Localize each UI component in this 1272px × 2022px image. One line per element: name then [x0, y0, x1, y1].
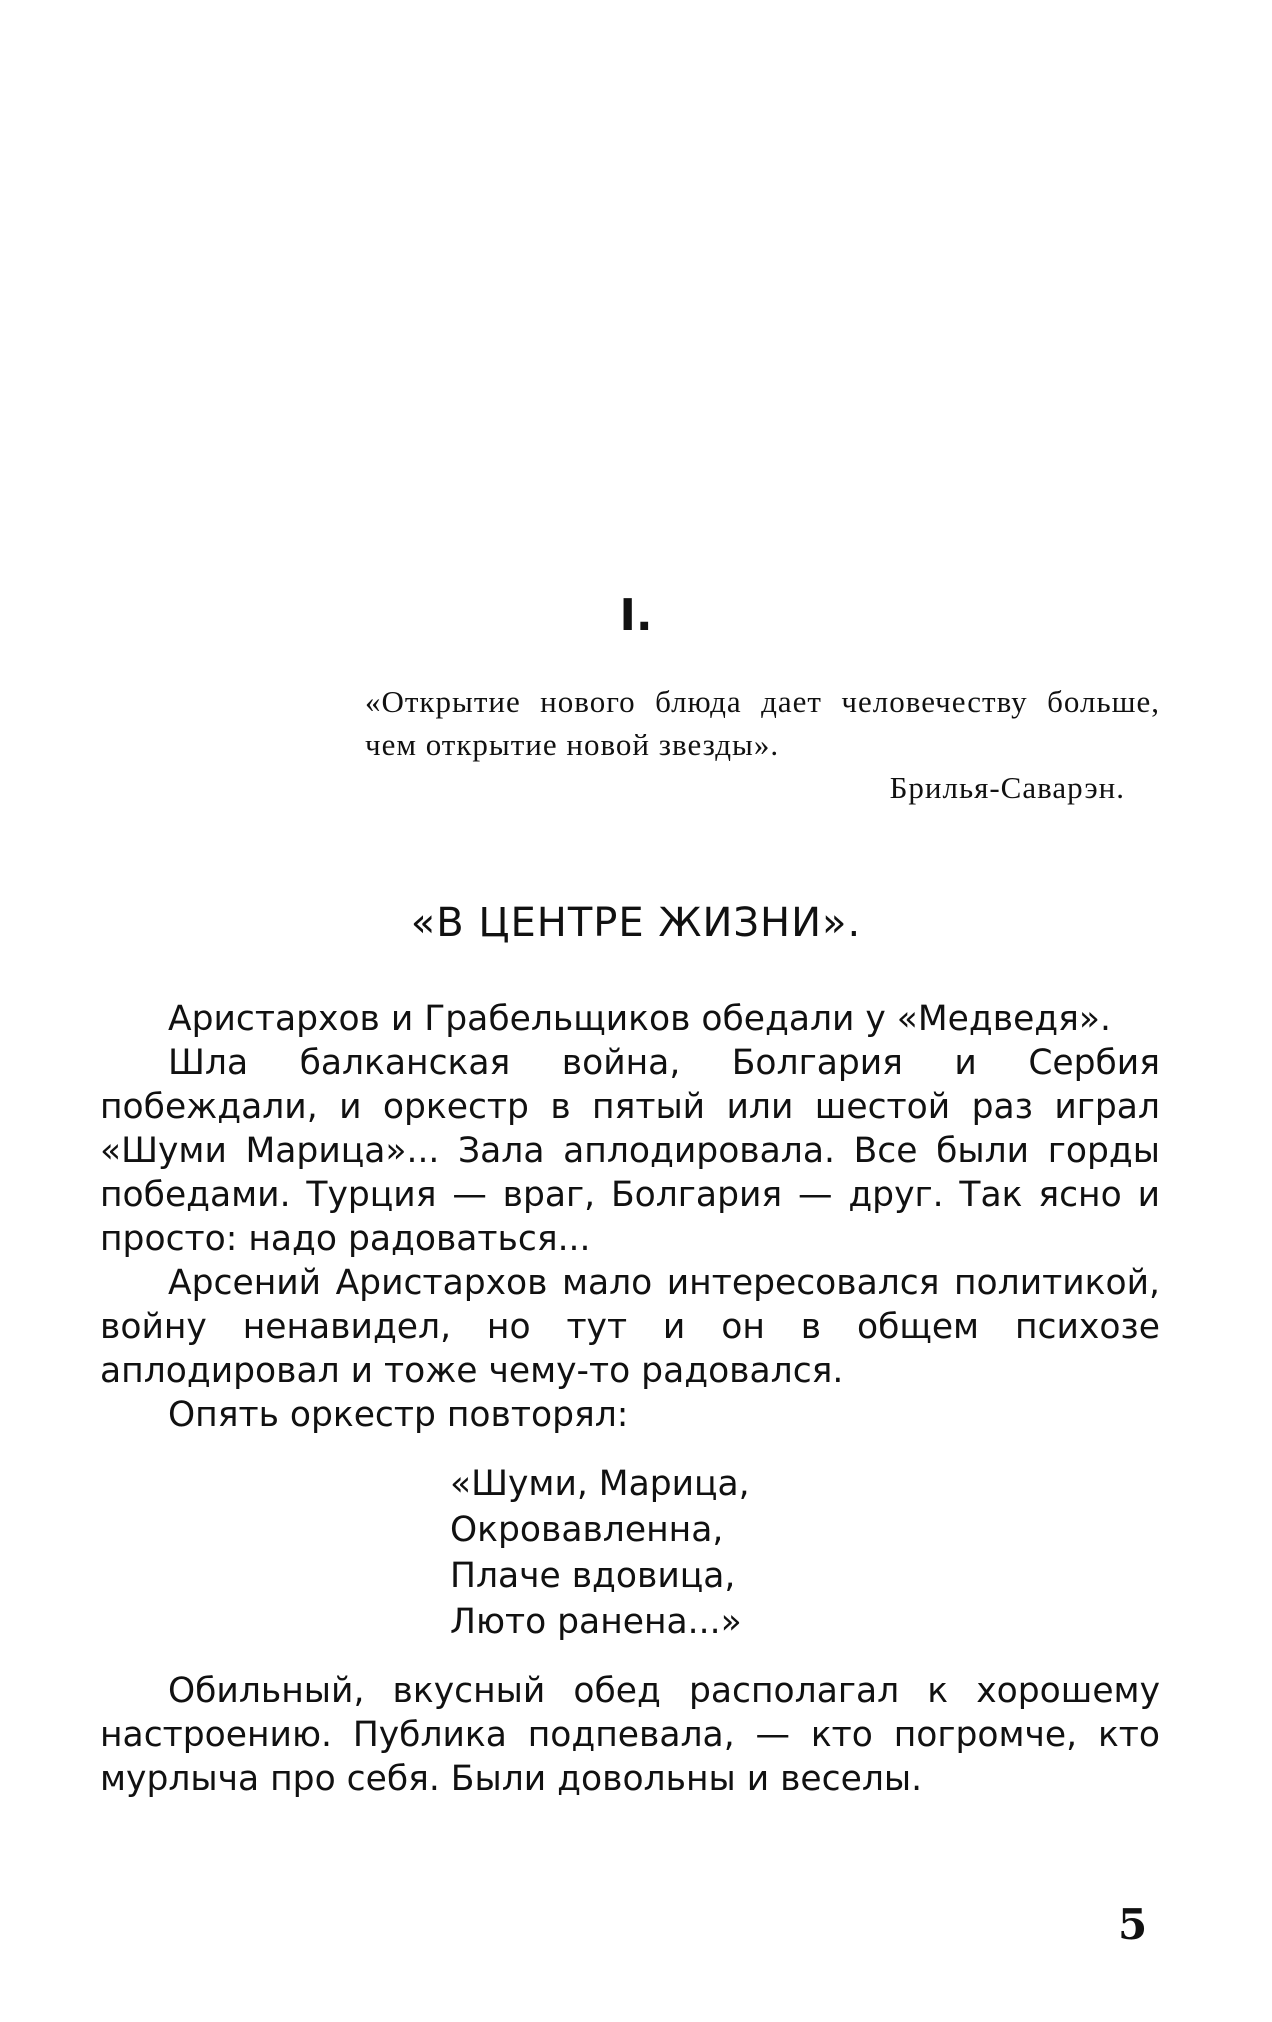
- paragraph: Опять оркестр повторял:: [168, 1395, 629, 1435]
- epigraph-author: Брилья-Саварэн.: [889, 770, 1125, 805]
- verse-line: Люто ранена...»: [450, 1602, 742, 1642]
- verse-line: «Шуми, Марица,: [450, 1464, 750, 1504]
- epigraph-quote: «Открытие нового блюда дает человечеству больше, чем открытие новой звезды».: [365, 684, 1160, 762]
- section-title: «В ЦЕНТРЕ ЖИЗНИ».: [410, 900, 862, 946]
- paragraph: Обильный, вкусный обед располагал к хорошему настроению. Публика подпевала, — кто погромче, кто мурлыча про себя. Были довольны и веселы.: [100, 1671, 1160, 1799]
- paragraph: Шла балканская война, Болгария и Сербия побеждали, и оркестр в пятый или шестой раз играл «Шуми Марица»... Зала аплодировала. Все были горды победами. Турция — враг, Болгария — друг. Так ясно и просто: надо радоваться...: [100, 1043, 1160, 1259]
- epigraph: [365, 680, 1160, 809]
- verse-line: Плаче вдовица,: [450, 1556, 736, 1596]
- main-text: [100, 997, 1160, 1801]
- chapter-number: I.: [619, 590, 653, 641]
- page-number: 5: [1118, 1900, 1148, 1949]
- song-verse: [450, 1461, 1160, 1645]
- verse-line: Окровавленна,: [450, 1510, 724, 1550]
- paragraph: Аристархов и Грабельщиков обедали у «Медведя».: [168, 999, 1111, 1039]
- paragraph: Арсений Аристархов мало интересовался политикой, войну ненавидел, но тут и он в общем психозе аплодировал и тоже чему-то радовался.: [100, 1263, 1160, 1391]
